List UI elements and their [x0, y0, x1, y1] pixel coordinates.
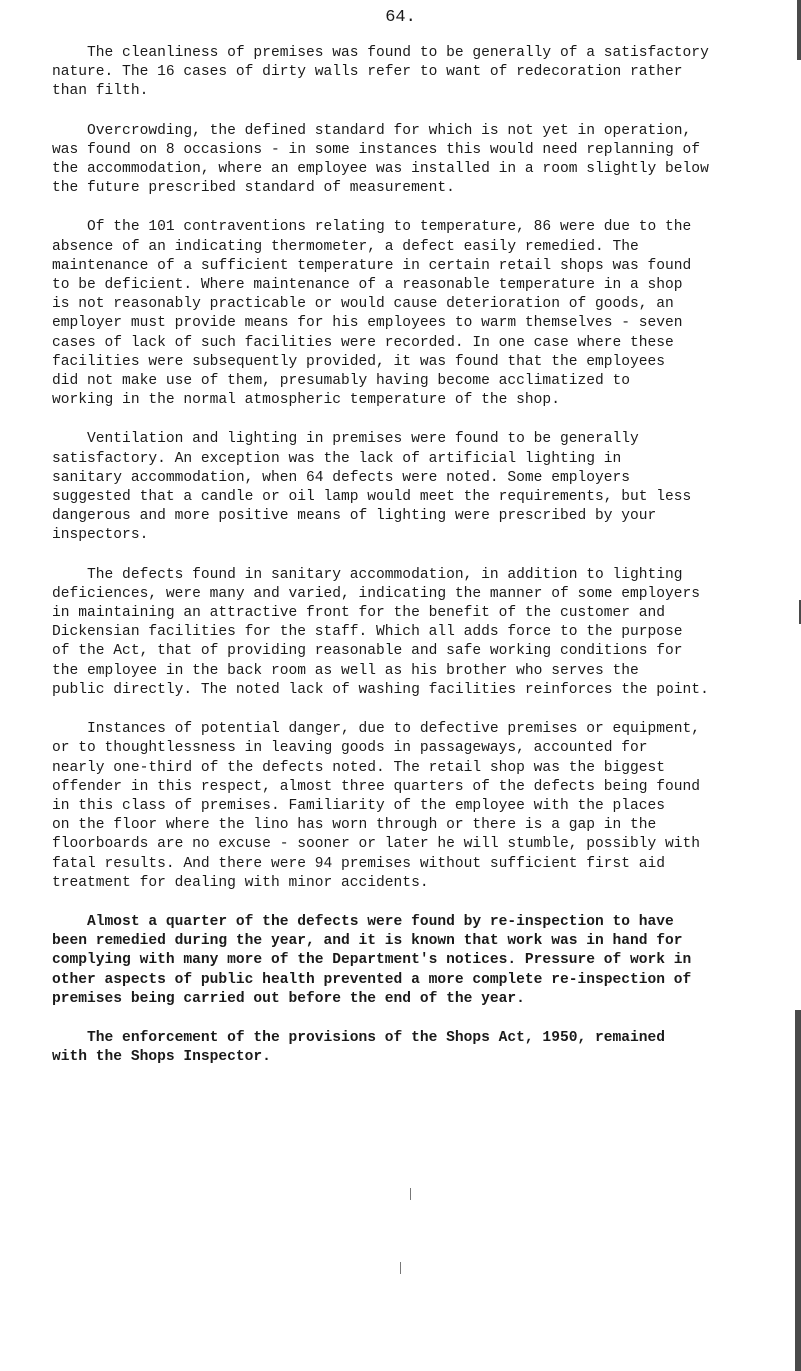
text-line: in maintaining an attractive front for the benefit of the customer and — [52, 605, 666, 622]
text-line: been remedied during the year, and it is known that work was in hand for — [52, 933, 683, 950]
paragraph-cleanliness — [52, 44, 772, 102]
text-line: The cleanliness of premises was found to be generally of a satisfactory — [52, 45, 709, 61]
text-line: the accommodation, where an employee was installed in a room slightly below — [52, 161, 709, 178]
text-line: fatal results. And there were 94 premises without sufficient first aid — [52, 855, 666, 872]
text-line: Almost a quarter of the defects were found by re-inspection to have — [52, 913, 674, 930]
text-line: inspectors. — [52, 527, 149, 544]
text-line: complying with many more of the Department's notices. Pressure of work in — [52, 952, 692, 969]
page-number: 64. — [385, 8, 416, 27]
text-line: employer must provide means for his employees to warm themselves - seven — [52, 315, 683, 332]
text-line: on the floor where the lino has worn through or there is a gap in the — [52, 817, 657, 834]
text-line: the future prescribed standard of measurement. — [52, 180, 455, 197]
paragraph-ventilation — [52, 430, 772, 545]
paragraph-sanitary — [52, 566, 772, 700]
scan-speck — [400, 1262, 401, 1274]
text-line: public directly. The noted lack of washing facilities reinforces the point. — [52, 681, 709, 698]
text-line: of the Act, that of providing reasonable and safe working conditions for — [52, 643, 683, 660]
text-line: the employee in the back room as well as his brother who serves the — [52, 662, 639, 679]
text-line: The defects found in sanitary accommodation, in addition to lighting — [52, 566, 683, 583]
text-line: working in the normal atmospheric temperature of the shop. — [52, 392, 560, 409]
paragraph-overcrowding — [52, 122, 772, 199]
text-line: with the Shops Inspector. — [52, 1049, 271, 1066]
text-line: Overcrowding, the defined standard for which is not yet in operation, — [52, 122, 692, 139]
text-line: Ventilation and lighting in premises were found to be generally — [52, 431, 639, 448]
text-line: Dickensian facilities for the staff. Which all adds force to the purpose — [52, 624, 683, 641]
text-line: satisfactory. An exception was the lack of artificial lighting in — [52, 450, 622, 467]
text-line: other aspects of public health prevented a more complete re-inspection of — [52, 971, 692, 988]
text-line: cases of lack of such facilities were recorded. In one case where these — [52, 334, 674, 351]
text-line: dangerous and more positive means of lighting were prescribed by your — [52, 508, 657, 525]
text-line: maintenance of a sufficient temperature in certain retail shops was found — [52, 257, 692, 274]
text-line: suggested that a candle or oil lamp would meet the requirements, but less — [52, 489, 692, 506]
paragraph-danger — [52, 720, 772, 893]
paragraph-shops-act — [52, 1029, 772, 1067]
text-line: is not reasonably practicable or would cause deterioration of goods, an — [52, 296, 674, 313]
text-line: than filth. — [52, 83, 149, 100]
text-line: did not make use of them, presumably having become acclimatized to — [52, 373, 631, 390]
text-line: nature. The 16 cases of dirty walls refer to want of redecoration rather — [52, 64, 683, 81]
text-line: floorboards are no excuse - sooner or later he will stumble, possibly with — [52, 836, 701, 853]
text-line: sanitary accommodation, when 64 defects were noted. Some employers — [52, 469, 631, 486]
text-line: deficiences, were many and varied, indicating the manner of some employers — [52, 585, 701, 602]
scan-speck — [410, 1188, 411, 1200]
text-line: or to thoughtlessness in leaving goods in passageways, accounted for — [52, 740, 648, 757]
text-line: treatment for dealing with minor accidents. — [52, 874, 429, 891]
text-line: Instances of potential danger, due to defective premises or equipment, — [52, 721, 701, 738]
text-line: facilities were subsequently provided, it was found that the employees — [52, 353, 666, 370]
scan-edge-shadow — [795, 1010, 801, 1371]
text-line: nearly one-third of the defects noted. The retail shop was the biggest — [52, 759, 666, 776]
scan-edge-shadow — [797, 0, 801, 60]
text-line: The enforcement of the provisions of the Shops Act, 1950, remained — [52, 1029, 666, 1046]
text-line: to be deficient. Where maintenance of a reasonable temperature in a shop — [52, 277, 683, 294]
text-line: Of the 101 contraventions relating to temperature, 86 were due to the — [52, 219, 692, 236]
text-line: absence of an indicating thermometer, a defect easily remedied. The — [52, 238, 639, 255]
text-line: was found on 8 occasions - in some instances this would need replanning of — [52, 141, 701, 158]
text-line: premises being carried out before the end of the year. — [52, 990, 525, 1007]
text-line: in this class of premises. Familiarity of the employee with the places — [52, 797, 666, 814]
text-line: offender in this respect, almost three quarters of the defects being found — [52, 778, 701, 795]
body-text — [52, 44, 772, 1087]
paragraph-reinspection — [52, 913, 772, 1009]
paragraph-temperature — [52, 218, 772, 410]
